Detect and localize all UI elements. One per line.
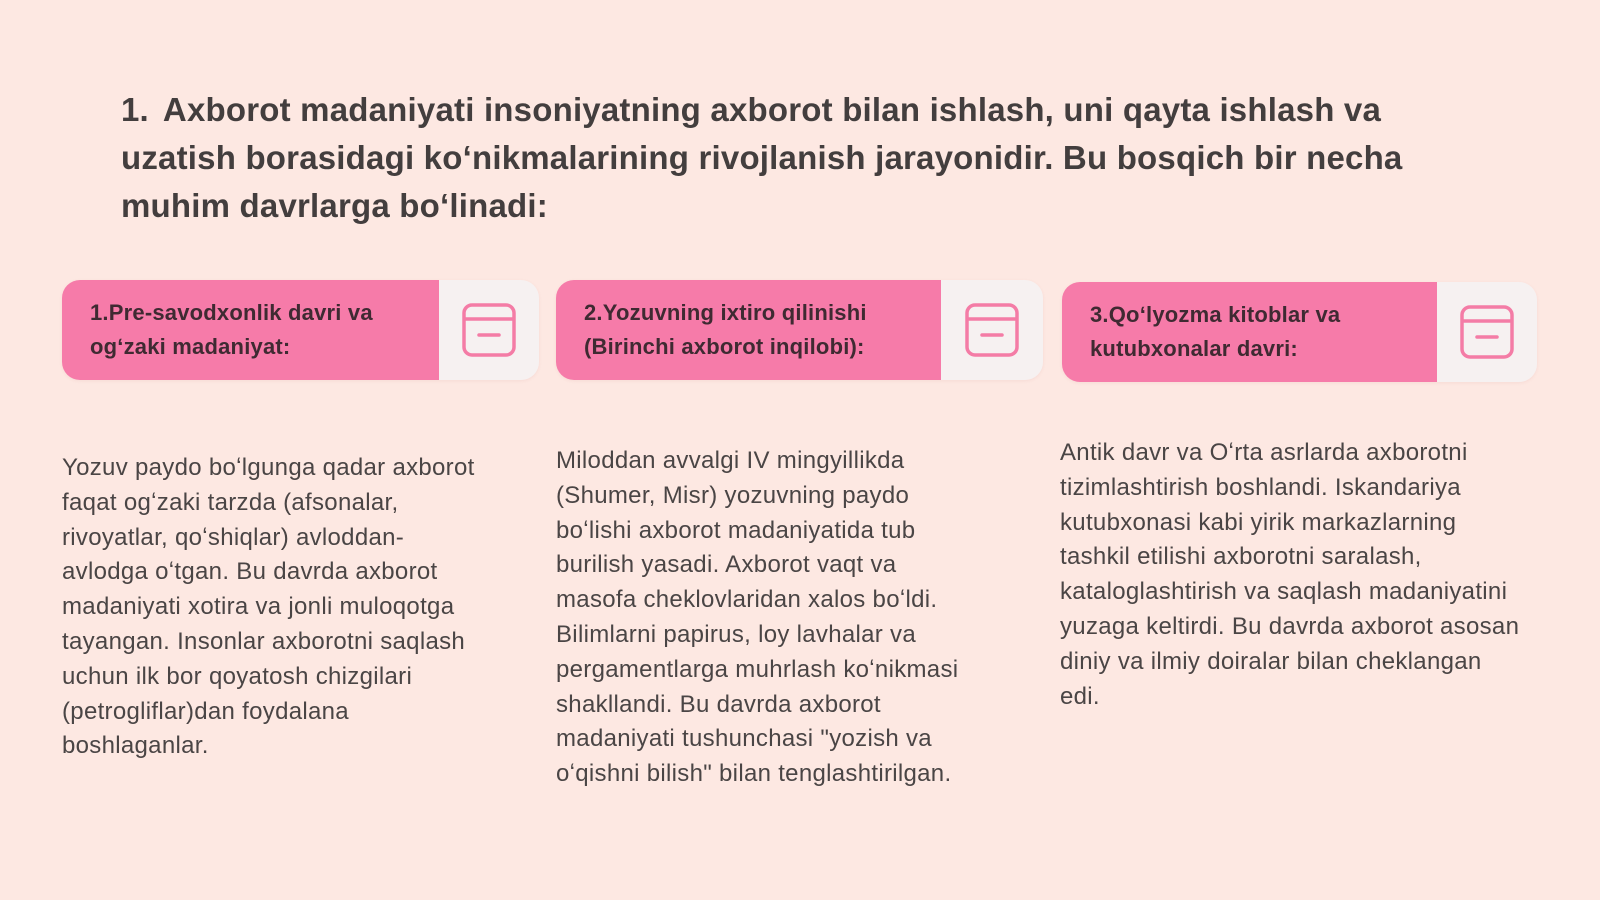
period-card-1-title-line1: 1.Pre-savodxonlik davri va <box>90 300 373 325</box>
period-card-2-title-line2: (Birinchi axborot inqilobi): <box>584 334 865 359</box>
period-3-description: Antik davr va Oʻrta asrlarda axborotni tizimlashtirish boshlandi. Iskandariya kutubxonasi kabi yirik markazlarning tashkil etilishi axborotni saralash, kataloglashtirish va saqlash madaniyatini yuzaga keltirdi. Bu davrda axborot asosan diniy va ilmiy doiralar bilan cheklangan edi. <box>1060 439 1520 710</box>
archive-box-icon <box>1459 304 1515 360</box>
period-card-2-title-line1: 2.Yozuvning ixtiro qilinishi <box>584 300 867 325</box>
period-card-1-title <box>62 280 439 380</box>
intro-heading <box>121 86 1421 230</box>
intro-text: Axborot madaniyati insoniyatning axborot bilan ishlash, uni qayta ishlash va uzatish borasidagi koʻnikmalarining rivojlanish jarayonidir. Bu bosqich bir necha muhim davrlarga boʻlinadi: <box>121 91 1403 224</box>
archive-box-icon <box>461 302 517 358</box>
period-card-3-title <box>1062 282 1437 382</box>
intro-number: 1. <box>121 91 149 128</box>
period-card-2 <box>556 280 1043 380</box>
period-card-1 <box>62 280 539 380</box>
period-card-1-title-line2: ogʻzaki madaniyat: <box>90 334 291 359</box>
period-1-description: Yozuv paydo boʻlgunga qadar axborot faqat ogʻzaki tarzda (afsonalar, rivoyatlar, qoʻshiqlar) avloddan-avlodga oʻtgan. Bu davrda axborot madaniyati xotira va jonli muloqotga tayangan. Insonlar axborotni saqlash uchun ilk bor qoyatosh chizgilari (petrogliflar)dan foydalana boshlaganlar. <box>62 454 475 760</box>
archive-box-icon <box>964 302 1020 358</box>
period-card-3 <box>1062 282 1537 382</box>
period-2-description: Miloddan avvalgi IV mingyillikda (Shumer, Misr) yozuvning paydo boʻlishi axborot madaniyatida tub burilish yasadi. Axborot vaqt va masofa cheklovlaridan xalos boʻldi. Bilimlarni papirus, loy lavhalar va pergamentlarga muhrlash koʻnikmasi shakllandi. Bu davrda axborot madaniyati tushunchasi "yozish va oʻqishni bilish" bilan tenglashtirilgan. <box>556 447 959 788</box>
period-card-3-title-line2: kutubxonalar davri: <box>1090 336 1298 361</box>
period-card-2-icon-panel <box>941 280 1043 380</box>
period-card-3-title-line1: 3.Qoʻlyozma kitoblar va <box>1090 302 1341 327</box>
period-card-3-icon-panel <box>1437 282 1537 382</box>
period-card-1-icon-panel <box>439 280 539 380</box>
period-card-2-title <box>556 280 941 380</box>
